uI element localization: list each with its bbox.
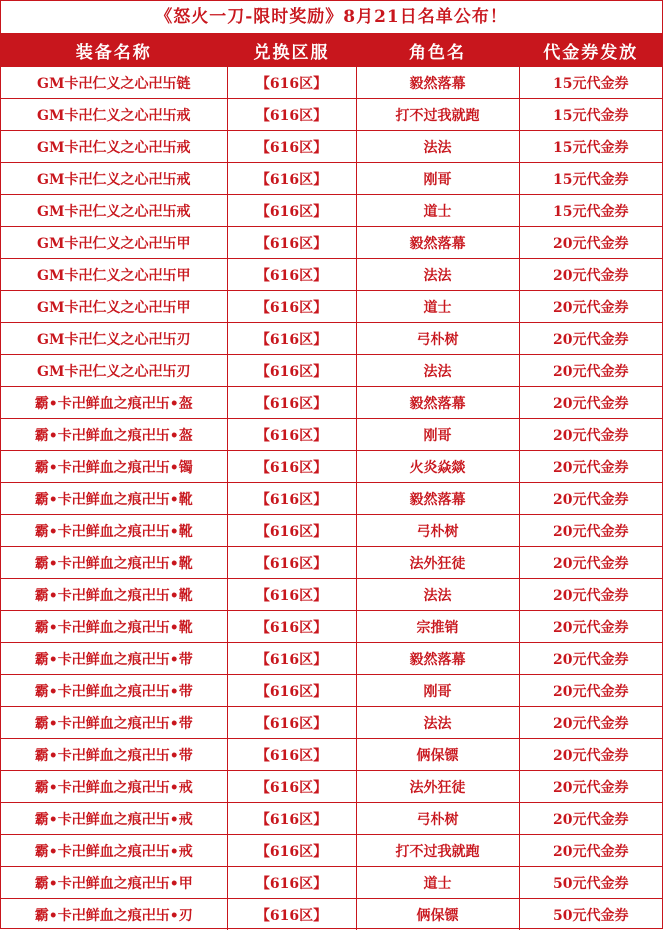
table-row xyxy=(1,355,662,387)
table-row xyxy=(1,547,662,579)
cell-voucher: 15元代金券 xyxy=(519,99,662,131)
table-row xyxy=(1,643,662,675)
cell-equipment: 霸•卡卍鲜血之痕卍卐•盔 xyxy=(1,419,227,451)
cell-equipment: 霸•卡卍鲜血之痕卍卐•带 xyxy=(1,739,227,771)
cell-voucher: 20元代金券 xyxy=(519,611,662,643)
cell-equipment: GM卡卍仁义之心卍卐刃 xyxy=(1,323,227,355)
cell-equipment: 霸•卡卍鲜血之痕卍卐•戒 xyxy=(1,771,227,803)
page-title: 《怒火一刀-限时奖励》8月21日名单公布！ xyxy=(1,1,662,33)
table-row xyxy=(1,227,662,259)
cell-server: 【616区】 xyxy=(227,611,356,643)
cell-voucher: 20元代金券 xyxy=(519,291,662,323)
table-row xyxy=(1,707,662,739)
cell-voucher: 20元代金券 xyxy=(519,451,662,483)
table-row xyxy=(1,451,662,483)
reward-table xyxy=(1,33,662,930)
table-row xyxy=(1,387,662,419)
table-row xyxy=(1,195,662,227)
cell-role: 法法 xyxy=(356,355,519,387)
cell-server: 【616区】 xyxy=(227,515,356,547)
table-row xyxy=(1,291,662,323)
cell-voucher: 20元代金券 xyxy=(519,707,662,739)
cell-voucher: 50元代金券 xyxy=(519,867,662,899)
cell-server: 【616区】 xyxy=(227,579,356,611)
cell-role: 打不过我就跑 xyxy=(356,835,519,867)
column-header-voucher: 代金券发放 xyxy=(519,34,662,67)
cell-server: 【616区】 xyxy=(227,771,356,803)
cell-equipment: GM卡卍仁义之心卍卐戒 xyxy=(1,163,227,195)
cell-server: 【616区】 xyxy=(227,643,356,675)
cell-role: 弓朴树 xyxy=(356,323,519,355)
table-row xyxy=(1,867,662,899)
table-header xyxy=(1,34,662,67)
cell-role: 法法 xyxy=(356,131,519,163)
cell-voucher: 20元代金券 xyxy=(519,323,662,355)
cell-voucher: 15元代金券 xyxy=(519,131,662,163)
table-body xyxy=(1,67,662,930)
cell-voucher: 20元代金券 xyxy=(519,355,662,387)
cell-server: 【616区】 xyxy=(227,227,356,259)
cell-role: 道士 xyxy=(356,867,519,899)
cell-server: 【616区】 xyxy=(227,163,356,195)
cell-role: 宗推销 xyxy=(356,611,519,643)
cell-voucher: 20元代金券 xyxy=(519,835,662,867)
cell-equipment: GM卡卍仁义之心卍卐刃 xyxy=(1,355,227,387)
table-row xyxy=(1,259,662,291)
cell-server: 【616区】 xyxy=(227,259,356,291)
cell-voucher: 20元代金券 xyxy=(519,227,662,259)
cell-equipment: GM卡卍仁义之心卍卐链 xyxy=(1,67,227,99)
cell-equipment: 霸•卡卍鲜血之痕卍卐•靴 xyxy=(1,483,227,515)
cell-voucher: 20元代金券 xyxy=(519,739,662,771)
cell-voucher: 20元代金券 xyxy=(519,803,662,835)
cell-equipment: GM卡卍仁义之心卍卐戒 xyxy=(1,131,227,163)
cell-role: 法法 xyxy=(356,707,519,739)
table-row xyxy=(1,515,662,547)
cell-equipment: 霸•卡卍鲜血之痕卍卐•靴 xyxy=(1,515,227,547)
cell-server: 【616区】 xyxy=(227,99,356,131)
table-row xyxy=(1,323,662,355)
cell-role: 打不过我就跑 xyxy=(356,99,519,131)
cell-server: 【616区】 xyxy=(227,195,356,227)
cell-voucher: 20元代金券 xyxy=(519,483,662,515)
cell-server: 【616区】 xyxy=(227,291,356,323)
table-row xyxy=(1,771,662,803)
table-row xyxy=(1,131,662,163)
table-row xyxy=(1,419,662,451)
cell-role: 毅然落幕 xyxy=(356,483,519,515)
table-row xyxy=(1,99,662,131)
column-header-server: 兑换区服 xyxy=(227,34,356,67)
cell-role: 道士 xyxy=(356,195,519,227)
cell-role: 法法 xyxy=(356,259,519,291)
cell-voucher: 20元代金券 xyxy=(519,547,662,579)
cell-role: 毅然落幕 xyxy=(356,387,519,419)
cell-role: 毅然落幕 xyxy=(356,227,519,259)
cell-equipment: GM卡卍仁义之心卍卐戒 xyxy=(1,195,227,227)
table-row xyxy=(1,899,662,930)
table-row xyxy=(1,579,662,611)
cell-role: 法法 xyxy=(356,579,519,611)
cell-server: 【616区】 xyxy=(227,483,356,515)
cell-equipment: 霸•卡卍鲜血之痕卍卐•戒 xyxy=(1,835,227,867)
cell-server: 【616区】 xyxy=(227,419,356,451)
cell-equipment: 霸•卡卍鲜血之痕卍卐•刃 xyxy=(1,899,227,930)
cell-role: 弓朴树 xyxy=(356,515,519,547)
cell-equipment: GM卡卍仁义之心卍卐甲 xyxy=(1,227,227,259)
cell-role: 俩保镖 xyxy=(356,899,519,930)
cell-equipment: GM卡卍仁义之心卍卐戒 xyxy=(1,99,227,131)
cell-role: 刚哥 xyxy=(356,419,519,451)
cell-role: 毅然落幕 xyxy=(356,67,519,99)
cell-role: 弓朴树 xyxy=(356,803,519,835)
cell-role: 道士 xyxy=(356,291,519,323)
table-row xyxy=(1,483,662,515)
cell-server: 【616区】 xyxy=(227,131,356,163)
table-row xyxy=(1,739,662,771)
cell-voucher: 20元代金券 xyxy=(519,771,662,803)
cell-role: 毅然落幕 xyxy=(356,643,519,675)
cell-server: 【616区】 xyxy=(227,387,356,419)
cell-equipment: 霸•卡卍鲜血之痕卍卐•靴 xyxy=(1,547,227,579)
cell-server: 【616区】 xyxy=(227,899,356,930)
cell-equipment: 霸•卡卍鲜血之痕卍卐•靴 xyxy=(1,611,227,643)
cell-server: 【616区】 xyxy=(227,675,356,707)
table-row xyxy=(1,611,662,643)
cell-voucher: 20元代金券 xyxy=(519,643,662,675)
cell-equipment: 霸•卡卍鲜血之痕卍卐•镯 xyxy=(1,451,227,483)
cell-server: 【616区】 xyxy=(227,803,356,835)
cell-voucher: 20元代金券 xyxy=(519,675,662,707)
cell-equipment: 霸•卡卍鲜血之痕卍卐•盔 xyxy=(1,387,227,419)
cell-voucher: 50元代金券 xyxy=(519,899,662,930)
cell-role: 法外狂徒 xyxy=(356,547,519,579)
table-row xyxy=(1,803,662,835)
cell-voucher: 20元代金券 xyxy=(519,259,662,291)
cell-voucher: 20元代金券 xyxy=(519,579,662,611)
cell-voucher: 20元代金券 xyxy=(519,387,662,419)
cell-equipment: 霸•卡卍鲜血之痕卍卐•甲 xyxy=(1,867,227,899)
cell-equipment: 霸•卡卍鲜血之痕卍卐•带 xyxy=(1,643,227,675)
cell-server: 【616区】 xyxy=(227,707,356,739)
cell-role: 刚哥 xyxy=(356,163,519,195)
cell-equipment: 霸•卡卍鲜血之痕卍卐•戒 xyxy=(1,803,227,835)
cell-voucher: 20元代金券 xyxy=(519,515,662,547)
cell-role: 俩保镖 xyxy=(356,739,519,771)
table-row xyxy=(1,67,662,99)
cell-role: 火炎焱燚 xyxy=(356,451,519,483)
cell-equipment: 霸•卡卍鲜血之痕卍卐•带 xyxy=(1,675,227,707)
cell-voucher: 15元代金券 xyxy=(519,195,662,227)
column-header-equipment: 装备名称 xyxy=(1,34,227,67)
column-header-role: 角色名 xyxy=(356,34,519,67)
cell-voucher: 20元代金券 xyxy=(519,419,662,451)
cell-equipment: 霸•卡卍鲜血之痕卍卐•带 xyxy=(1,707,227,739)
cell-server: 【616区】 xyxy=(227,835,356,867)
cell-server: 【616区】 xyxy=(227,547,356,579)
cell-role: 法外狂徒 xyxy=(356,771,519,803)
cell-server: 【616区】 xyxy=(227,67,356,99)
cell-server: 【616区】 xyxy=(227,323,356,355)
cell-equipment: 霸•卡卍鲜血之痕卍卐•靴 xyxy=(1,579,227,611)
cell-server: 【616区】 xyxy=(227,355,356,387)
table-row xyxy=(1,163,662,195)
cell-equipment: GM卡卍仁义之心卍卐甲 xyxy=(1,259,227,291)
header-row xyxy=(1,34,662,67)
cell-role: 刚哥 xyxy=(356,675,519,707)
cell-server: 【616区】 xyxy=(227,739,356,771)
table-row xyxy=(1,835,662,867)
cell-equipment: GM卡卍仁义之心卍卐甲 xyxy=(1,291,227,323)
cell-voucher: 15元代金券 xyxy=(519,67,662,99)
cell-server: 【616区】 xyxy=(227,451,356,483)
table-row xyxy=(1,675,662,707)
cell-server: 【616区】 xyxy=(227,867,356,899)
cell-voucher: 15元代金券 xyxy=(519,163,662,195)
